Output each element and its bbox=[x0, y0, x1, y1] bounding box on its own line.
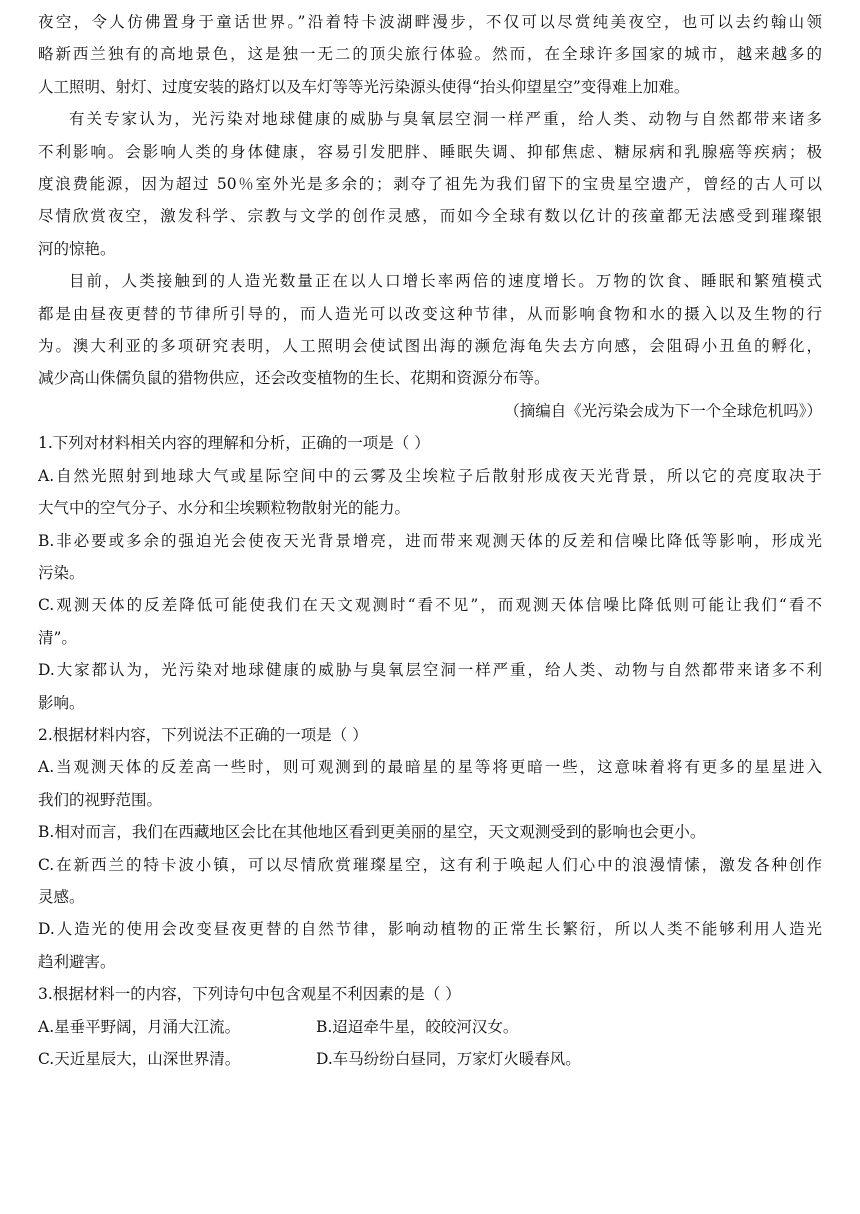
option-a: A.星垂平野阔，月涌大江流。 bbox=[38, 1017, 241, 1036]
option-line: A.自然光照射到地球大气或星际空间中的云雾及尘埃粒子后散射形成夜天光背景，所以它的亮度取决于 bbox=[38, 466, 822, 485]
option-c bbox=[38, 849, 822, 914]
text-line: 夜空，令人仿佛置身于童话世界。”沿着特卡波湖畔漫步，不仅可以尽赏纯美夜空，也可以去约翰山领 bbox=[38, 13, 822, 31]
passage-paragraph-1 bbox=[38, 6, 822, 103]
source-citation: （摘编自《光污染会成为下一个全球危机吗》） bbox=[504, 401, 822, 420]
option-line: 影响。 bbox=[38, 693, 85, 712]
option-line: 污染。 bbox=[38, 563, 85, 582]
text-line: 尽情欣赏夜空，激发科学、宗教与文学的创作灵感，而如今全球有数以亿计的孩童都无法感受到璀璨银 bbox=[38, 207, 822, 226]
text-line: 减少高山侏儒负鼠的猎物供应，还会改变植物的生长、花期和资源分布等。 bbox=[38, 369, 550, 388]
option-row bbox=[38, 1011, 822, 1043]
passage-paragraph-3 bbox=[38, 265, 822, 395]
text-line: 不利影响。会影响人类的身体健康，容易引发肥胖、睡眠失调、抑郁焦虑、糖尿病和乳腺癌等疾病；极 bbox=[38, 142, 822, 161]
option-row bbox=[38, 1043, 822, 1075]
passage-paragraph-2 bbox=[38, 103, 822, 265]
text-line: 略新西兰独有的高地景色，这是独一无二的顶尖旅行体验。然而，在全球许多国家的城市，越来越多的 bbox=[38, 45, 822, 64]
text-line: 有关专家认为，光污染对地球健康的威胁与臭氧层空洞一样严重，给人类、动物与自然都带来诸多 bbox=[69, 110, 822, 129]
text-line: 度浪费能源，因为超过 50％室外光是多余的；剥夺了祖先为我们留下的宝贵星空遗产，曾经的古人可以 bbox=[38, 175, 822, 194]
option-d bbox=[38, 913, 822, 978]
option-b: B.迢迢牵牛星，皎皎河汉女。 bbox=[316, 1017, 519, 1036]
option-d: D.车马纷纷白昼同，万家灯火暖春风。 bbox=[316, 1050, 581, 1068]
text-line: 人工照明、射灯、过度安装的路灯以及车灯等等光污染源头使得“抬头仰望星空”变得难上加难。 bbox=[38, 77, 690, 96]
option-c bbox=[38, 589, 822, 654]
text-line: 都是由昼夜更替的节律所引导的，而人造光可以改变这种节律，从而影响食物和水的摄入以及生物的行 bbox=[38, 304, 822, 323]
question-stem: 2.根据材料内容，下列说法不正确的一项是（ ） bbox=[38, 725, 368, 744]
question-stem: 1.下列对材料相关内容的理解和分析，正确的一项是（ ） bbox=[38, 434, 430, 453]
option-line: A.当观测天体的反差高一些时，则可观测到的最暗星的星等将更暗一些，这意味着将有更多的星星进入 bbox=[38, 758, 822, 777]
question-stem: 3.根据材料一的内容，下列诗句中包含观星不利因素的是（ ） bbox=[38, 985, 461, 1004]
question-1 bbox=[38, 427, 822, 719]
option-line: C.观测天体的反差降低可能使我们在天文观测时“看不见”，而观测天体信噪比降低则可能让我们“看不 bbox=[38, 596, 822, 615]
option-line: 我们的视野范围。 bbox=[38, 790, 163, 809]
option-line: D.人造光的使用会改变昼夜更替的自然节律，影响动植物的正常生长繁衍，所以人类不能够利用人造光 bbox=[38, 920, 822, 939]
option-b bbox=[38, 525, 822, 590]
option-line: D.大家都认为，光污染对地球健康的威胁与臭氧层空洞一样严重，给人类、动物与自然都带来诸多不利 bbox=[38, 661, 822, 680]
question-3 bbox=[38, 978, 822, 1075]
option-line: 灵感。 bbox=[38, 887, 85, 906]
option-line: 趋利避害。 bbox=[38, 952, 116, 971]
option-c: C.天近星辰大，山深世界清。 bbox=[38, 1050, 241, 1068]
option-d bbox=[38, 654, 822, 719]
option-a bbox=[38, 460, 822, 525]
option-line: 大气中的空气分子、水分和尘埃颗粒物散射光的能力。 bbox=[38, 499, 411, 518]
option-line: B.相对而言，我们在西藏地区会比在其他地区看到更美丽的星空，天文观测受到的影响也会更小。 bbox=[38, 823, 706, 842]
option-line: B.非必要或多余的强迫光会使夜天光背景增亮，进而带来观测天体的反差和信噪比降低等影响，形成光 bbox=[38, 531, 822, 550]
option-a bbox=[38, 751, 822, 816]
text-line: 目前，人类接触到的人造光数量正在以人口增长率两倍的速度增长。万物的饮食、睡眠和繁殖模式 bbox=[69, 272, 822, 291]
text-line: 河的惊艳。 bbox=[38, 239, 116, 258]
text-line: 为。澳大利亚的多项研究表明，人工照明会使试图出海的濒危海龟失去方向感，会阻碍小丑鱼的孵化， bbox=[38, 337, 822, 356]
option-b bbox=[38, 816, 822, 848]
option-line: 清”。 bbox=[38, 628, 77, 647]
question-2 bbox=[38, 719, 822, 978]
option-line: C.在新西兰的特卡波小镇，可以尽情欣赏璀璨星空，这有利于唤起人们心中的浪漫情愫，激发各种创作 bbox=[38, 855, 822, 874]
